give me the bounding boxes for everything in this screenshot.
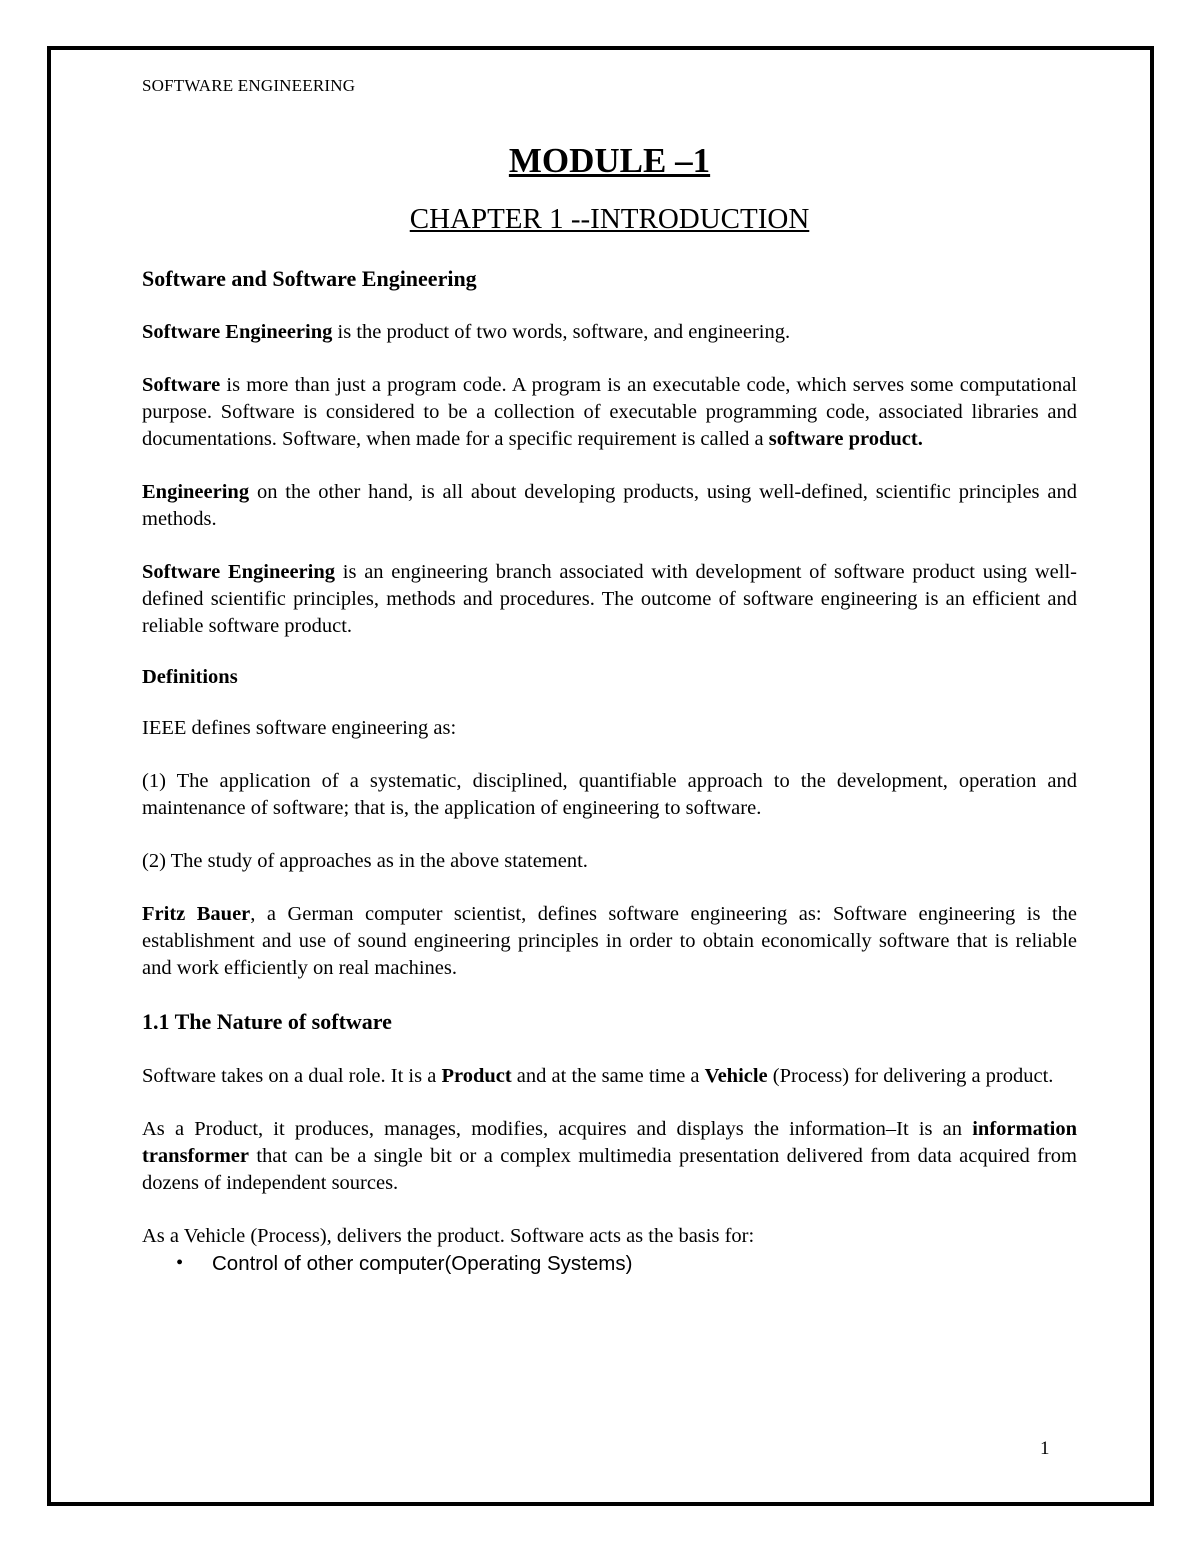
- paragraph-ieee-item-2: (2) The study of approaches as in the above statement.: [142, 850, 588, 873]
- chapter-title: CHAPTER 1 --INTRODUCTION: [409, 203, 810, 235]
- document-body: [142, 76, 1077, 1277]
- paragraph-software-engineering: Software Engineering is an engineering branch associated with development of software product using well-defined scientific principles, methods and procedures. The outcome of software engineering is an efficient and reliable software product.: [142, 561, 1077, 638]
- paragraph-software: Software is more than just a program code. A program is an executable code, which serves some computational purpose. Software is considered to be a collection of executable programming code, associated libraries and documentations. Software, when made for a specific requirement is called a software product.: [142, 374, 1077, 451]
- list-item: • Control of other computer(Operating Systems): [176, 1251, 633, 1275]
- section-heading-nature: 1.1 The Nature of software: [142, 1009, 392, 1035]
- paragraph-se-definition: Software Engineering is the product of two words, software, and engineering.: [142, 321, 791, 344]
- page-number: 1: [1040, 1438, 1050, 1459]
- section-heading-software: Software and Software Engineering: [142, 265, 477, 291]
- paragraph-fritz-bauer: Fritz Bauer, a German computer scientist, defines software engineering as: Software engineering is the establishment and use of sound engineering principles in order to obtain economically software that is reliable and work efficiently on real machines.: [142, 903, 1077, 980]
- bullet-icon: •: [176, 1251, 184, 1274]
- paragraph-ieee-intro: IEEE defines software engineering as:: [142, 717, 457, 740]
- paragraph-ieee-item-1: (1) The application of a systematic, disciplined, quantifiable approach to the development, operation and maintenance of software; that is, the application of engineering to software.: [142, 770, 1077, 820]
- definitions-heading: Definitions: [142, 666, 238, 689]
- paragraph-dual-role: Software takes on a dual role. It is a Product and at the same time a Vehicle (Process) for delivering a product.: [142, 1064, 1054, 1087]
- paragraph-as-vehicle: As a Vehicle (Process), delivers the product. Software acts as the basis for:: [142, 1224, 755, 1247]
- running-header: SOFTWARE ENGINEERING: [142, 76, 356, 95]
- paragraph-as-product: As a Product, it produces, manages, modifies, acquires and displays the information–It is an information transformer that can be a single bit or a complex multimedia presentation delivered from data acquired from dozens of independent sources.: [142, 1117, 1077, 1194]
- paragraph-engineering: Engineering on the other hand, is all about developing products, using well-defined, scientific principles and methods.: [142, 481, 1077, 531]
- bullet-list: [142, 1250, 1077, 1277]
- module-title: MODULE –1: [508, 141, 711, 180]
